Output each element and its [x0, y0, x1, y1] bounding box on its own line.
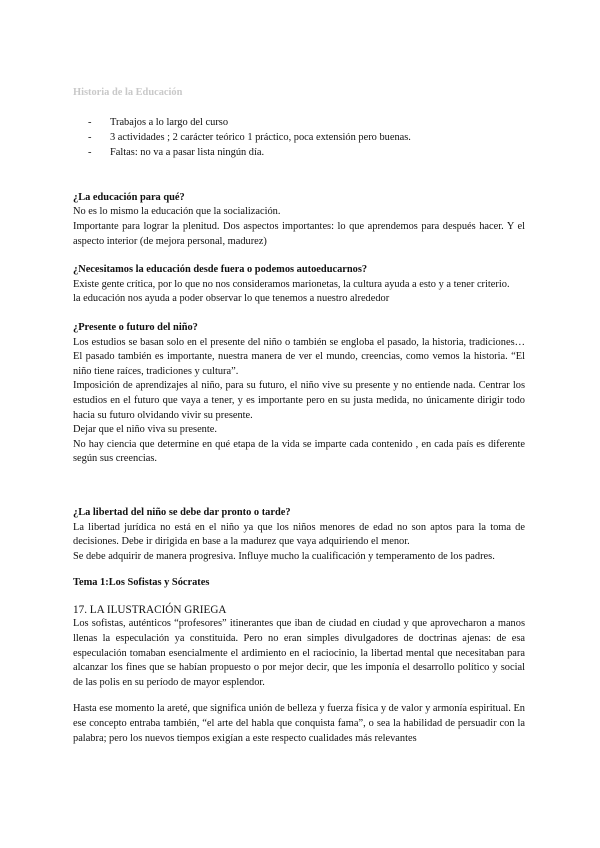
document-title: Historia de la Educación	[73, 87, 183, 98]
section-heading: ¿La educación para qué?	[73, 191, 185, 203]
paragraph: Se debe adquirir de manera progresiva. Influye mucho la cualificación y temperamento de los padres.	[73, 550, 495, 562]
paragraph: Imposición de aprendizajes al niño, para su futuro, el niño vive su presente y no entiende nada. Centrar los estudios en el futuro que vaya a tener, y es importante pero en su justa medida, no únicamente dirigir todo hacia su futuro olvidando vivir su presente.	[73, 380, 525, 421]
dash-marker: -	[88, 147, 92, 159]
chapter-heading: 17. LA ILUSTRACIÓN GRIEGA	[73, 603, 227, 616]
bullet-list	[88, 115, 525, 161]
bullet-item	[88, 115, 525, 130]
dash-marker: -	[88, 132, 92, 143]
document-body	[73, 86, 525, 746]
paragraph: Hasta ese momento la areté, que significa unión de belleza y fuerza física y de valor y armonía espiritual. En ese concepto entraba también, “el arte del habla que conquista fama”, o sea la habilidad de persuadir con la palabra; pero los nuevos tiempos exigían a este respecto cualidades más relevantes	[73, 703, 525, 744]
bullet-item	[88, 130, 525, 145]
dash-marker: -	[88, 116, 92, 128]
bullet-text: Faltas: no va a pasar lista ningún día.	[110, 147, 265, 159]
section-heading: ¿La libertad del niño se debe dar pronto o tarde?	[73, 506, 291, 518]
paragraph: Los sofistas, auténticos “profesores” itinerantes que iban de ciudad en ciudad y que aprovecharon a manos llenas la especulación ya constituida. Pero no eran simples divulgadores de doctrinas ajenas: de esa especulación tomaban esencialmente el ardimiento en el raciocinio, la libertad mental que necesitaban para alcanzar los fines que se habían propuesto o por mejor decir, que les imponía el desarrollo político y social de las polis en su período de mayor esplendor.	[73, 618, 525, 688]
paragraph: Dejar que el niño viva su presente.	[73, 424, 217, 436]
paragraph: No hay ciencia que determine en qué etapa de la vida se imparte cada contenido , en cada país es diferente según sus creencias.	[73, 438, 525, 465]
paragraph: No es lo mismo la educación que la socialización.	[73, 206, 281, 218]
bullet-text: Trabajos a lo largo del curso	[110, 116, 229, 128]
section-heading: ¿Presente o futuro del niño?	[73, 321, 198, 333]
paragraph: La libertad jurídica no está en el niño ya que los niños menores de edad no son aptos para la toma de decisiones. Debe ir dirigida en base a la madurez que vaya adquiriendo el menor.	[73, 521, 525, 548]
section-heading: ¿Necesitamos la educación desde fuera o podemos autoeducarnos?	[73, 264, 368, 276]
paragraph: Importante para lograr la plenitud. Dos aspectos importantes: lo que aprendemos para después hacer. Y el aspecto interior (de mejora personal, madurez)	[73, 221, 525, 247]
tema-heading: Tema 1:Los Sofistas y Sócrates	[73, 577, 210, 589]
bullet-item	[88, 145, 525, 160]
paragraph: Existe gente crítica, por lo que no nos consideramos marionetas, la cultura ayuda a esto y a tener criterio.	[73, 278, 510, 290]
paragraph: la educación nos ayuda a poder observar lo que tenemos a nuestro alrededor	[73, 293, 390, 305]
bullet-text: 3 actividades ; 2 carácter teórico 1 práctico, poca extensión pero buenas.	[110, 132, 411, 143]
paragraph: Los estudios se basan solo en el presente del niño o también se engloba el pasado, la historia, tradiciones… El pasado también es importante, nuestra manera de ver el mundo, creencias, como vemos la historia. “El niño tiene raíces, tradiciones y cultura”.	[73, 336, 525, 377]
